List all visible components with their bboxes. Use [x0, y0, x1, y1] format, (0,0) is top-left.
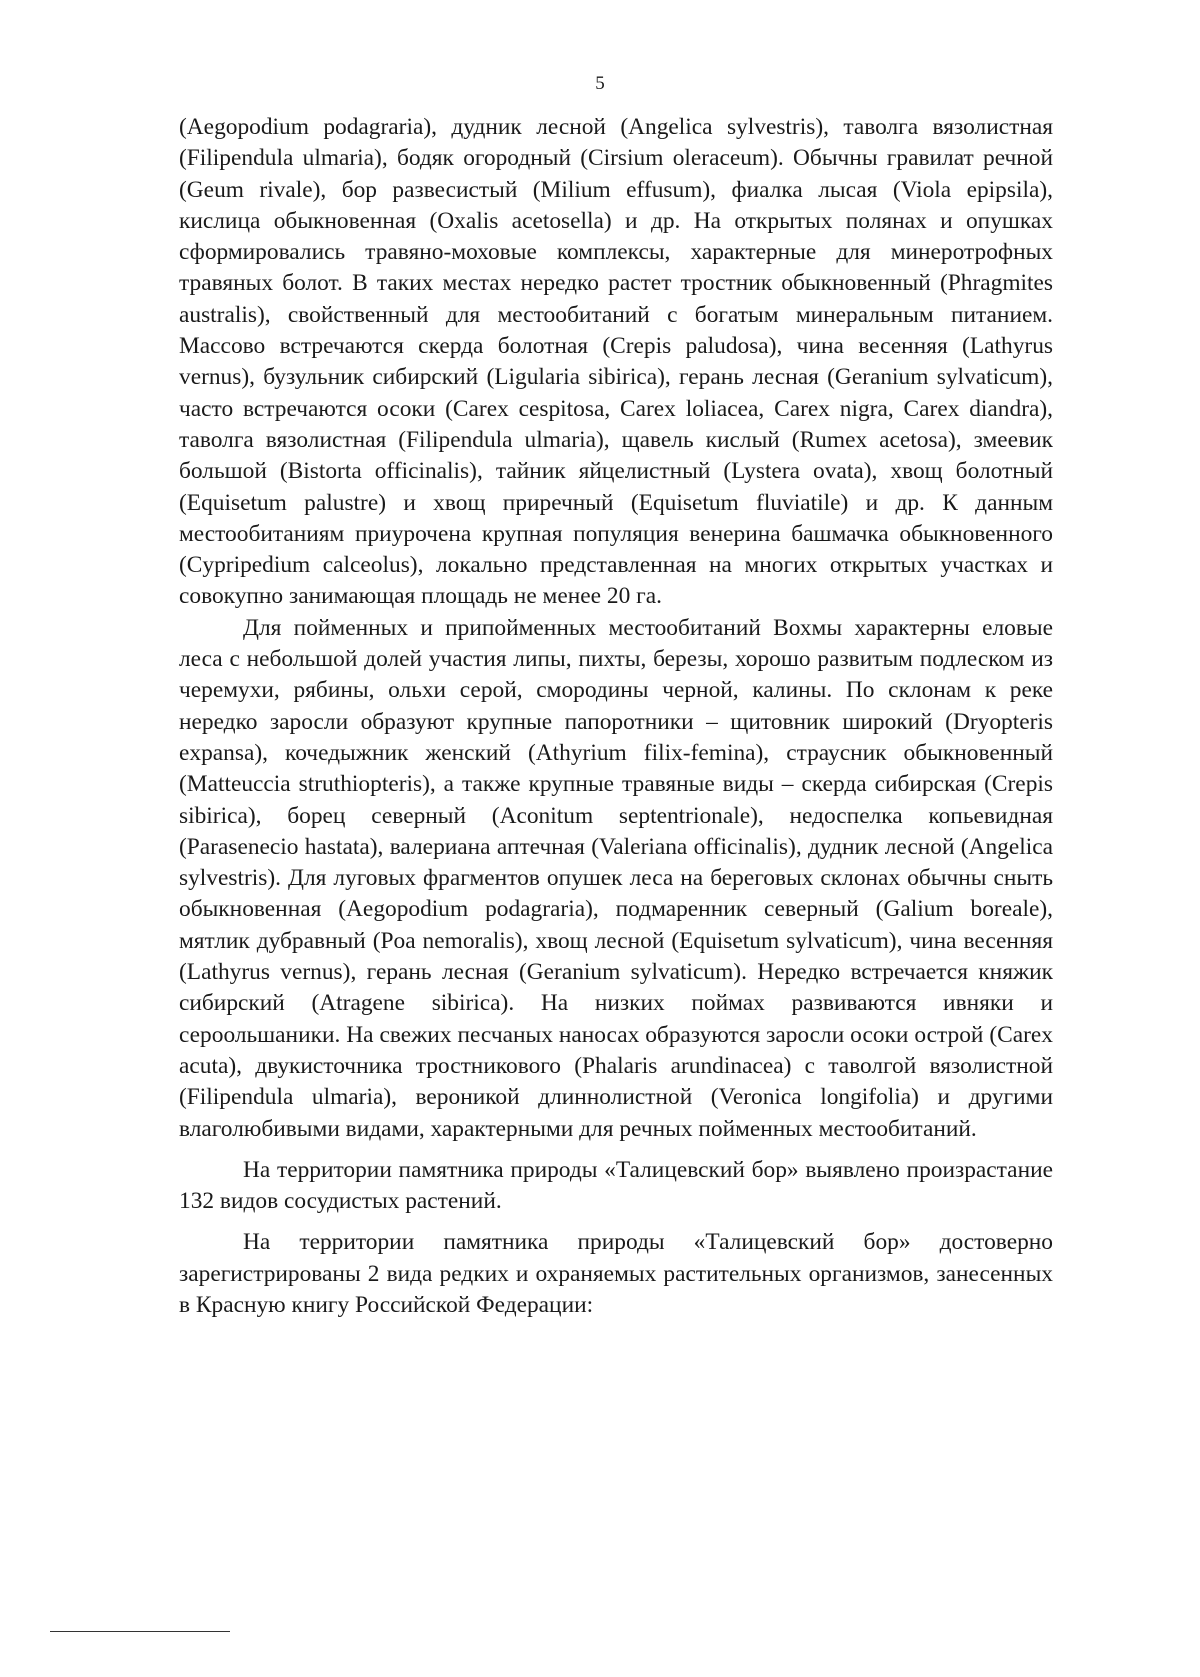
- page-number: 5: [595, 73, 605, 94]
- paragraph-species-count: На территории памятника природы «Талицевский бор» выявлено произрастание 132 видов сосудистых растений.: [179, 1156, 1053, 1215]
- document-body: [179, 112, 1053, 1321]
- paragraph-floodplain-habitats: Для пойменных и припойменных местообитаний Вохмы характерны еловые леса с небольшой долей участия липы, пихты, березы, хорошо развитым подлеском из черемухи, рябины, ольхи серой, смородины черной, калины. По склонам к реке нередко заросли образуют крупные папоротники – щитовник широкий (Dryopteris expansa), кочедыжник женский (Athyrium filix-femina), страусник обыкновенный (Matteuccia struthiopteris), а также крупные травяные виды – скерда сибирская (Crepis sibirica), борец северный (Aconitum septentrionale), недоспелка копьевидная (Parasenecio hastata), валериана аптечная (Valeriana officinalis), дудник лесной (Angelica sylvestris). Для луговых фрагментов опушек леса на береговых склонах обычны сныть обыкновенная (Aegopodium podagraria), подмаренник северный (Galium boreale), мятлик дубравный (Poa nemoralis), хвощ лесной (Equisetum sylvaticum), чина весенняя (Lathyrus vernus), герань лесная (Geranium sylvaticum). Нередко встречается княжик сибирский (Atragene sibirica). На низких поймах развиваются ивняки и сероольшаники. На свежих песчаных наносах образуются заросли осоки острой (Carex acuta), двукисточника тростникового (Phalaris arundinacea) с таволгой вязолистной (Filipendula ulmaria), вероникой длиннолистной (Veronica longifolia) и другими влаголюбивыми видами, характерными для речных пойменных местообитаний.: [179, 614, 1053, 1142]
- footnote-separator: [50, 1631, 230, 1632]
- paragraph-red-book: На территории памятника природы «Талицевский бор» достоверно зарегистрированы 2 вида редких и охраняемых растительных организмов, занесенных в Красную книгу Российской Федерации:: [179, 1229, 1053, 1318]
- paragraph-continued: (Aegopodium podagraria), дудник лесной (Angelica sylvestris), таволга вязолистная (Filipendula ulmaria), бодяк огородный (Cirsium oleraceum). Обычны гравилат речной (Geum rivale), бор развесистый (Milium effusum), фиалка лысая (Viola epipsila), кислица обыкновенная (Oxalis acetosella) и др. На открытых полянах и опушках сформировались травяно-моховые комплексы, характерные для минеротрофных травяных болот. В таких местах нередко растет тростник обыкновенный (Phragmites australis), свойственный для местообитаний с богатым минеральным питанием. Массово встречаются скерда болотная (Crepis paludosa), чина весенняя (Lathyrus vernus), бузульник сибирский (Ligularia sibirica), герань лесная (Geranium sylvaticum), часто встречаются осоки (Carex cespitosa, Carex loliacea, Carex nigra, Carex diandra), таволга вязолистная (Filipendula ulmaria), щавель кислый (Rumex acetosa), змеевик большой (Bistorta officinalis), тайник яйцелистный (Lystera ovata), хвощ болотный (Equisetum palustre) и хвощ приречный (Equisetum fluviatile) и др. К данным местообитаниям приурочена крупная популяция венерина башмачка обыкновенного (Cypripedium calceolus), локально представленная на многих открытых участках и совокупно занимающая площадь не менее 20 га.: [179, 114, 1053, 610]
